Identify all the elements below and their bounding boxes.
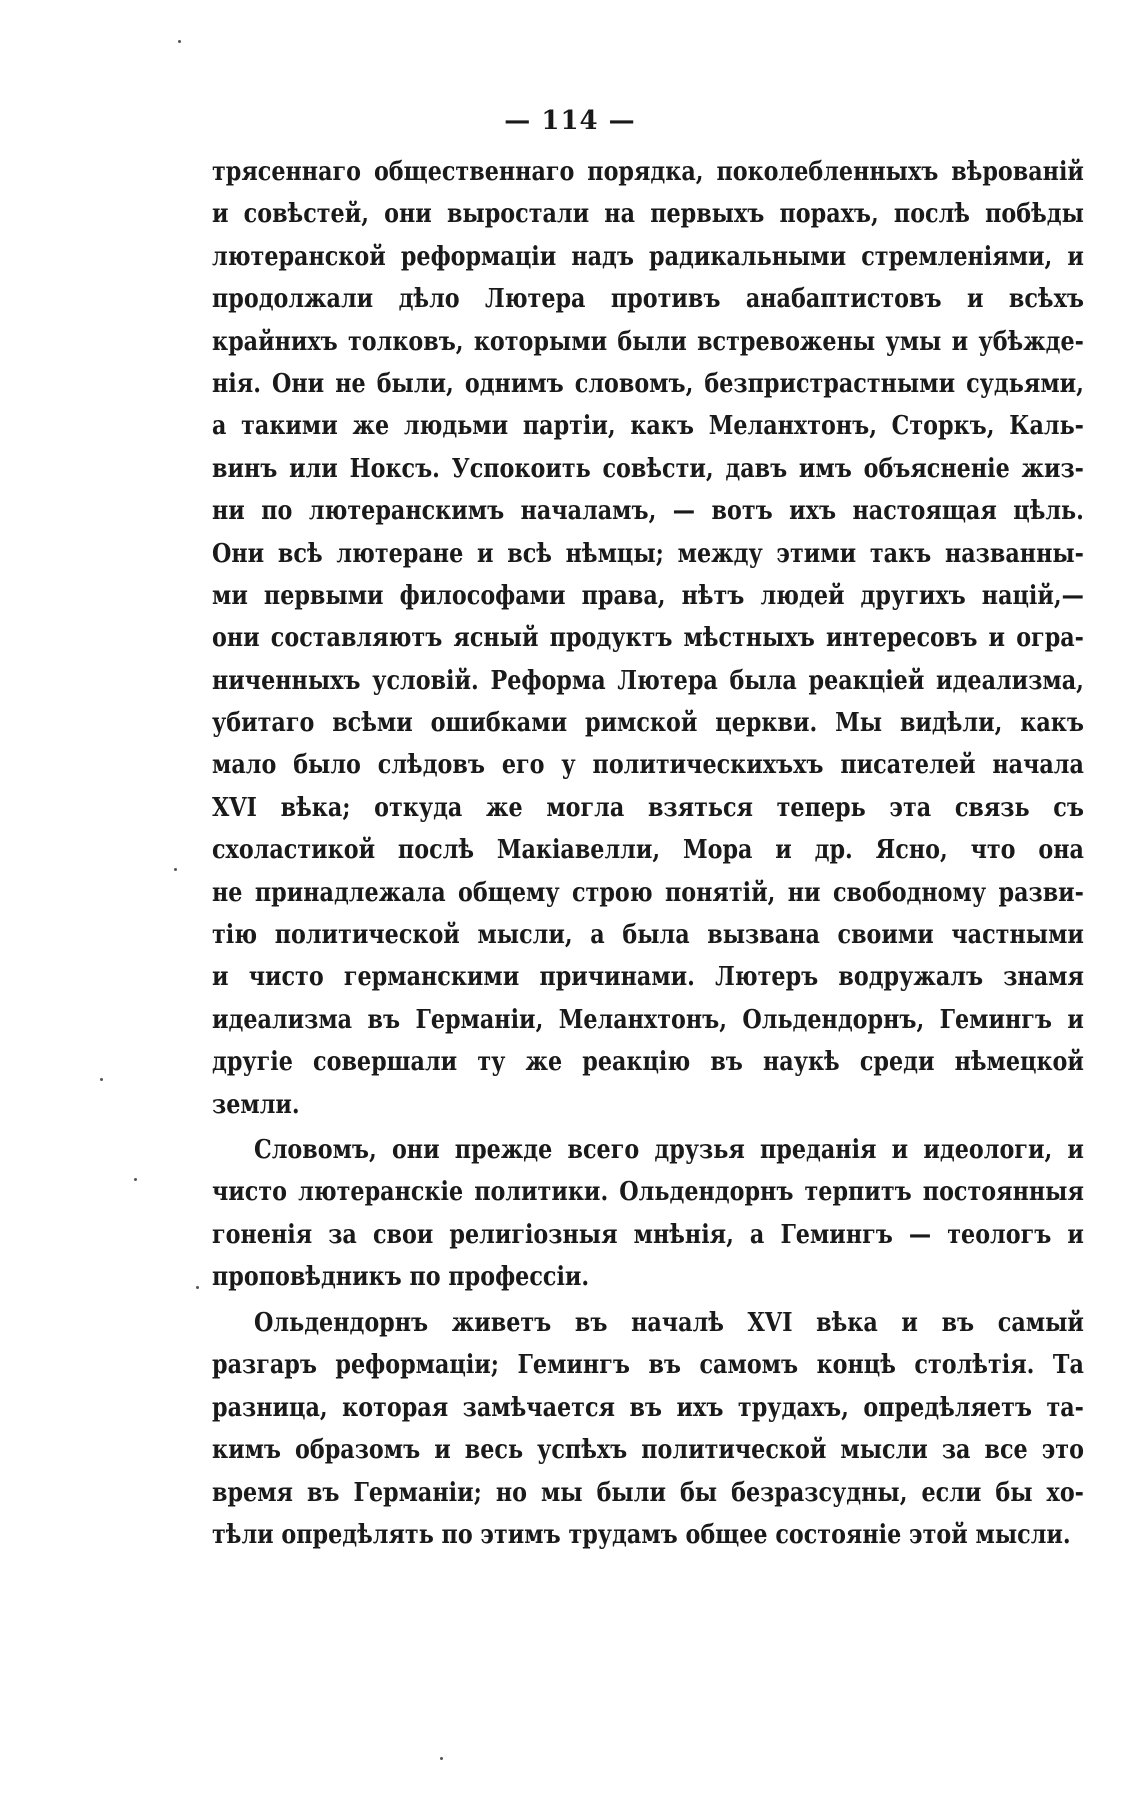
paragraph-2 [212,1129,1084,1299]
text-line: не принадлежала общему строю понятій, ни свободному разви- [212,876,1084,908]
text-line: чисто лютеранскіе политики. Ольдендорнъ терпитъ постоянныя [212,1176,1084,1208]
text-line: гоненія за свои религіозныя мнѣнія, а Гемингъ — теологъ и [212,1218,1084,1250]
text-line: разница, которая замѣчается въ ихъ трудахъ, опредѣляетъ та- [212,1391,1084,1423]
text-line: ми первыми философами права, нѣтъ людей другихъ націй,— [212,579,1084,611]
text-line: идеализма въ Германіи, Меланхтонъ, Ольдендорнъ, Гемингъ и [212,1003,1084,1035]
text-line: ни по лютеранскимъ началамъ, — вотъ ихъ настоящая цѣль. [212,495,1084,527]
text-line: ниченныхъ условій. Реформа Лютера была реакціей идеализма, [212,664,1084,696]
text-line: Ольдендорнъ живетъ въ началѣ XVI вѣка и въ самый [254,1307,1084,1338]
text-line: схоластикой послѣ Макіавелли, Мора и др. Ясно, что она [212,834,1084,866]
text-line: трясеннаго общественнаго порядка, поколебленныхъ вѣрованій [212,156,1084,187]
text-line: мало было слѣдовъ его у политическихъхъ писателей начала [212,749,1084,781]
text-line: проповѣдникъ по профессіи. [212,1261,590,1293]
text-line: продолжали дѣло Лютера противъ анабаптистовъ и всѣхъ [212,283,1084,315]
text-line: Они всѣ лютеране и всѣ нѣмцы; между этими такъ названны- [212,537,1084,569]
paper-speck [196,1286,199,1289]
text-line: они составляютъ ясный продуктъ мѣстныхъ интересовъ и огра- [212,622,1084,654]
text-line: убитаго всѣми ошибками римской церкви. Мы видѣли, какъ [212,707,1084,739]
text-line: другіе совершали ту же реакцію въ наукѣ среди нѣмецкой [212,1046,1084,1078]
paper-speck [100,1078,103,1081]
paper-speck [134,1178,137,1181]
text-line: время въ Германіи; но мы были бы безразсудны, если бы хо- [212,1476,1084,1508]
paragraph-3 [212,1302,1084,1556]
text-line: лютеранской реформаціи надъ радикальными стремленіями, и [212,240,1084,272]
text-line: XVI вѣка; откуда же могла взяться теперь эта связь съ [212,791,1084,823]
text-line: нія. Они не были, однимъ словомъ, безпристрастными судьями, [212,367,1084,399]
paper-speck [440,1757,443,1760]
text-line: винъ или Ноксъ. Успокоить совѣсти, давъ имъ объясненіе жиз- [212,452,1084,484]
text-line: тію политической мысли, а была вызвана своими частными [212,919,1084,951]
text-line: тѣли опредѣлять по этимъ трудамъ общее состояніе этой мысли. [212,1518,1071,1550]
text-line: крайнихъ толковъ, которыми были встревожены умы и убѣжде- [212,325,1084,357]
text-line: разгаръ реформаціи; Гемингъ въ самомъ концѣ столѣтія. Та [212,1349,1084,1381]
paper-speck [178,40,181,43]
text-line: земли. [212,1088,300,1120]
paper-speck [174,868,177,871]
text-line: Словомъ, они прежде всего друзья преданія и идеологи, и [254,1134,1084,1165]
text-line: а такими же людьми партіи, какъ Меланхтонъ, Сторкъ, Каль- [212,410,1084,442]
paragraph-1 [212,151,1084,1126]
text-line: и чисто германскими причинами. Лютеръ водружалъ знамя [212,961,1084,993]
page-number: — 114 — [504,106,636,136]
text-line: кимъ образомъ и весь успѣхъ политической мысли за все это [212,1434,1084,1466]
text-line: и совѣстей, они выростали на первыхъ порахъ, послѣ побѣды [212,198,1084,230]
